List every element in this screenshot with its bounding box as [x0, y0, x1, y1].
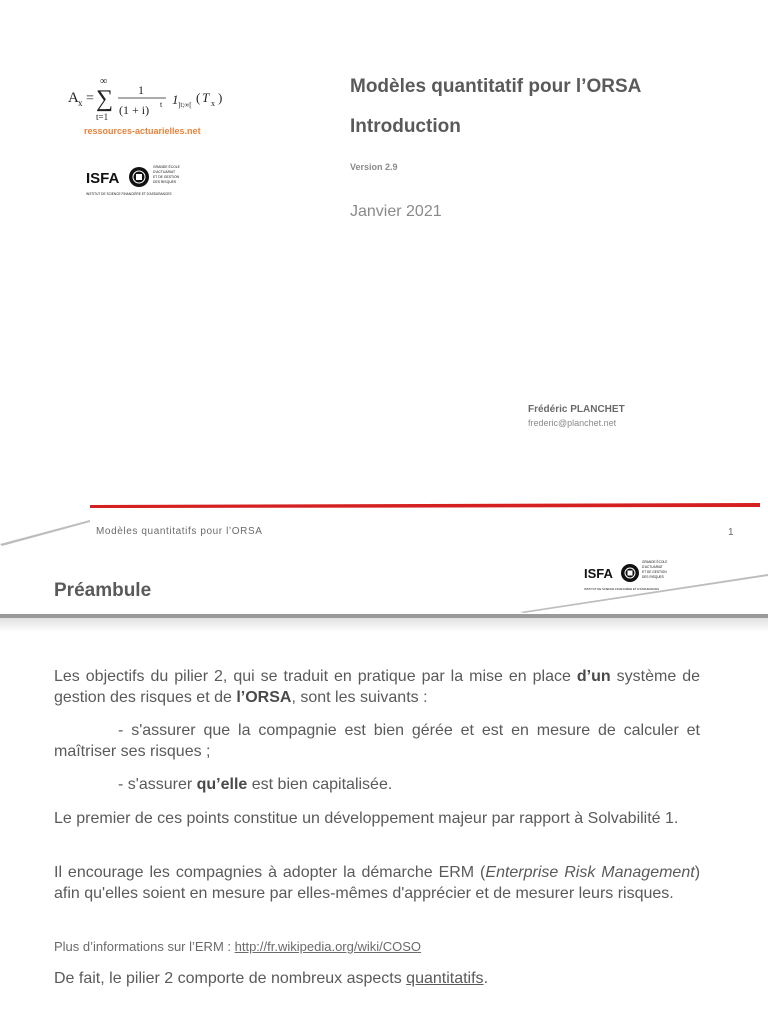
paragraph-quantitative [54, 968, 700, 989]
text-italic: Enterprise Risk Management [485, 864, 695, 881]
svg-text:DES RISQUES: DES RISQUES [153, 180, 177, 184]
slide-header-title: Modèles quantitatifs pour l’ORSA [96, 526, 263, 537]
paragraph-bullet-1 [54, 720, 700, 762]
svg-text:∞: ∞ [100, 76, 108, 87]
date-label: Janvier 2021 [350, 203, 442, 220]
section-title: Préambule [54, 580, 152, 601]
title-slide [0, 0, 768, 510]
svg-text:DES RISQUES: DES RISQUES [642, 575, 664, 579]
svg-text:1: 1 [172, 92, 179, 107]
svg-text:x: x [211, 99, 215, 108]
svg-text:=: = [86, 91, 94, 106]
paragraph-objectives [54, 666, 700, 708]
text-span: Plus d’informations sur l’ERM : [54, 939, 235, 954]
text-span: est bien capitalisée. [247, 776, 393, 793]
author-name: Frédéric PLANCHET [528, 404, 625, 415]
title-main: Modèles quantitatif pour l’ORSA [350, 76, 642, 97]
wikipedia-link[interactable]: http://fr.wikipedia.org/wiki/COSO [234, 939, 422, 954]
svg-text:INSTITUT DE SCIENCE FINANCIÈRE: INSTITUT DE SCIENCE FINANCIÈRE ET D'ASSURANCES [584, 587, 660, 591]
text-span: , sont les suivants : [291, 689, 428, 706]
svg-text:T: T [202, 90, 210, 105]
author-email[interactable]: frederic@planchet.net [528, 418, 617, 428]
resources-link[interactable]: ressources-actuarielles.net [84, 126, 201, 136]
text-span: système de gestion des risques et de [54, 668, 701, 706]
svg-text:t: t [160, 100, 163, 109]
svg-text:GRANDE ÉCOLE: GRANDE ÉCOLE [153, 165, 180, 169]
svg-text:A: A [68, 90, 79, 106]
text-span: ) afin qu'elles soient en mesure par elles-mêmes d'apprécier et de mesurer leurs risques. [54, 864, 701, 902]
svg-text:D'ACTUARIAT: D'ACTUARIAT [153, 170, 176, 174]
text-span: Il encourage les compagnies à adopter la démarche ERM ( [54, 864, 486, 881]
svg-text:ET DE GESTION: ET DE GESTION [153, 175, 180, 179]
text-bold: qu’elle [196, 776, 248, 793]
text-span: - s'assurer que la compagnie est bien gérée et est en mesure de calculer et maîtriser ses risques ; [54, 722, 700, 760]
text-bold: l’ORSA [236, 689, 292, 706]
page-number: 1 [728, 527, 734, 538]
paragraph-bullet-2 [54, 774, 700, 795]
svg-text:x: x [78, 98, 83, 108]
svg-text:): ) [218, 90, 223, 105]
svg-text:ISFA: ISFA [584, 566, 613, 581]
svg-text:]t;∞[: ]t;∞[ [178, 101, 192, 109]
svg-text:ISFA: ISFA [86, 170, 120, 187]
paragraph-erm [54, 862, 700, 904]
text-bold: d’un [576, 668, 611, 685]
text-span: Les objectifs du pilier 2, qui se traduit en pratique par la mise en place [54, 668, 577, 685]
svg-text:t=1: t=1 [96, 112, 109, 122]
svg-text:(1 + i): (1 + i) [119, 103, 150, 117]
title-subtitle: Introduction [350, 116, 461, 137]
content-slide [0, 510, 768, 1024]
svg-text:∑: ∑ [96, 86, 114, 112]
svg-text:D'ACTUARIAT: D'ACTUARIAT [642, 565, 663, 569]
svg-text:(: ( [196, 90, 201, 105]
actuarial-formula [66, 72, 236, 128]
text-span: . [483, 970, 489, 987]
svg-text:ET DE GESTION: ET DE GESTION [642, 570, 667, 574]
paragraph-more-info [54, 936, 700, 957]
text-span: De fait, le pilier 2 comporte de nombreux aspects [54, 970, 407, 987]
isfa-logo [86, 160, 216, 200]
svg-text:INSTITUT DE SCIENCE FINANCIÈRE: INSTITUT DE SCIENCE FINANCIÈRE ET D'ASSURANCES [86, 192, 172, 196]
isfa-logo-small [584, 554, 684, 594]
svg-text:GRANDE ÉCOLE: GRANDE ÉCOLE [642, 560, 668, 564]
text-underlined: quantitatifs [406, 970, 484, 987]
svg-text:1: 1 [138, 83, 144, 97]
paragraph-first-point: Le premier de ces points constitue un développement majeur par rapport à Solvabilité 1. [54, 810, 679, 827]
version-label: Version 2.9 [350, 162, 398, 172]
text-span: - s'assurer [118, 776, 197, 793]
